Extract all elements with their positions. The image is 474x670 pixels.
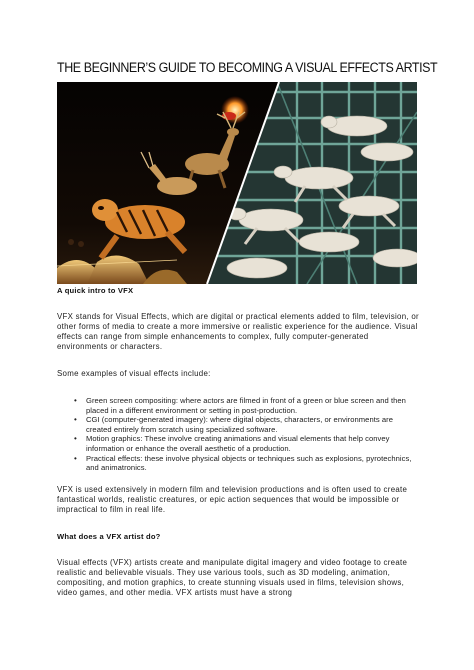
list-item [57, 415, 419, 434]
list-item-text: CGI (computer-generated imagery): where digital objects, characters, or environments are created entirely from scratch using specialized software. [86, 415, 394, 434]
page-title: THE BEGINNER’S GUIDE TO BECOMING A VISUAL EFFECTS ARTIST [57, 60, 438, 75]
hero-image [57, 82, 417, 284]
intro-paragraph: VFX stands for Visual Effects, which are digital or practical elements added to film, television, or other forms of media to create a more immersive or realistic experience for the audience. Visual effects can range from simple enhancements to complex, fully computer-generated environments or characters. [57, 312, 419, 351]
bullet-icon: • [74, 453, 77, 463]
list-item-text: Motion graphics: These involve creating animations and visual elements that help convey information or enhance the overall aesthetic of a production. [86, 434, 390, 453]
image-caption: A quick intro to VFX [57, 286, 134, 295]
bullet-icon: • [74, 415, 77, 425]
list-item [57, 454, 419, 473]
list-item-text: Practical effects: these involve physical objects or techniques such as explosions, pyrotechnics, and animatronics. [86, 453, 412, 473]
bullet-icon: • [74, 434, 77, 444]
bullet-icon: • [74, 396, 77, 405]
list-item-text: Green screen compositing: where actors are filmed in front of a green or blue screen and then placed in a different environment or setting in post-production. [86, 396, 406, 415]
examples-intro: Some examples of visual effects include: [57, 369, 211, 378]
list-item [57, 434, 419, 453]
role-paragraph: Visual effects (VFX) artists create and manipulate digital imagery and video footage to create realistic and believable visuals. They use various tools, such as 3D modeling, animation, compositing, and motion graphics, to create stunning visuals used in films, television shows, video games, and other media. VFX artists must have a strong [57, 558, 408, 597]
usage-paragraph: VFX is used extensively in modern film and television productions and is often used to create fantastical worlds, realistic creatures, or epic action sequences that would be impossible or impractical to film in real life. [57, 485, 408, 514]
list-item [57, 396, 419, 415]
examples-list [57, 396, 419, 473]
section-heading: What does a VFX artist do? [57, 532, 161, 541]
